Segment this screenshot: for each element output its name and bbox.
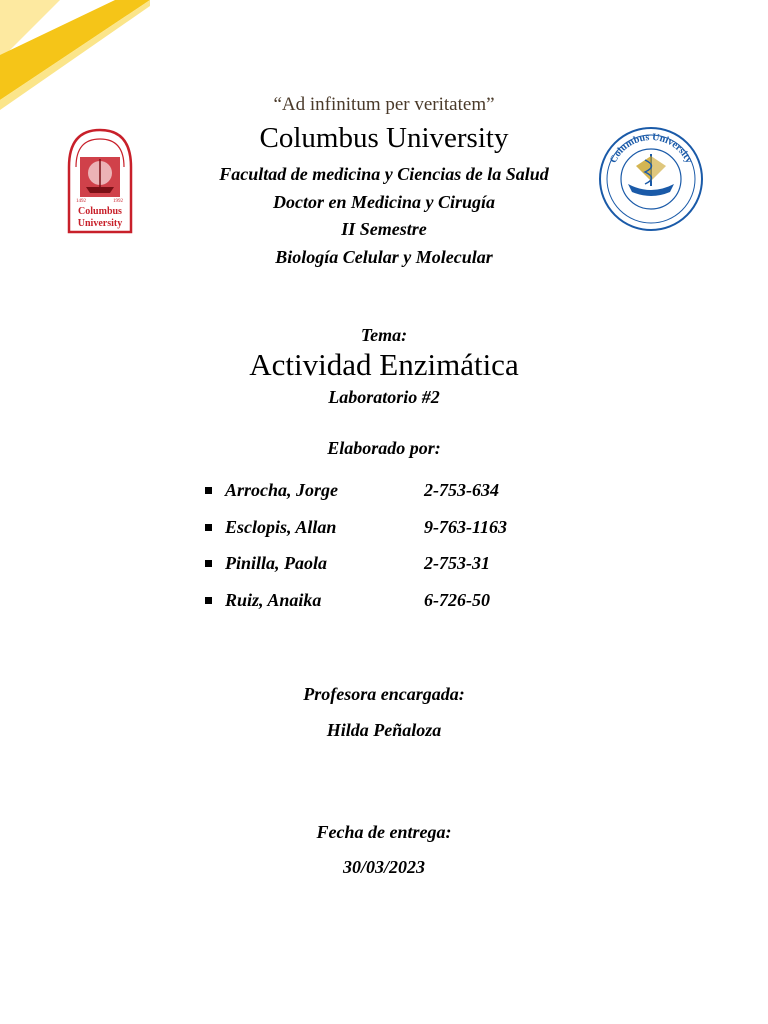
course-name: Biología Celular y Molecular	[275, 247, 493, 267]
semester: II Semestre	[341, 219, 427, 239]
seal-text: Columbus University	[607, 131, 695, 166]
author-row	[200, 590, 560, 627]
author-row	[200, 517, 560, 554]
delivery-date: 30/03/2023	[342, 857, 425, 877]
columbus-crest-icon	[66, 127, 134, 235]
topic-title: Actividad Enzimática	[249, 347, 519, 382]
columbus-seal-icon	[598, 126, 704, 232]
motto: “Ad infinitum per veritatem”	[273, 94, 495, 115]
authors-label: Elaborado por:	[327, 438, 441, 458]
professor-label: Profesora encargada:	[303, 684, 465, 704]
bullet-icon	[205, 597, 212, 604]
authors-list	[200, 480, 560, 626]
bullet-icon	[205, 560, 212, 567]
crest-year-right: 1992	[113, 199, 123, 204]
faculty-name: Facultad de medicina y Ciencias de la Salud	[219, 164, 549, 184]
author-name: Esclopis, Allan	[225, 516, 337, 537]
author-id: 2-753-634	[424, 480, 499, 500]
delivery-label: Fecha de entrega:	[316, 822, 452, 842]
crest-name-line2: University	[77, 218, 123, 229]
bullet-icon	[205, 524, 212, 531]
author-row	[200, 480, 560, 517]
bullet-icon	[205, 487, 212, 494]
author-id: 9-763-1163	[424, 516, 507, 537]
author-id: 6-726-50	[424, 589, 490, 610]
lab-number: Laboratorio #2	[328, 387, 440, 407]
crest-year-left: 1492	[76, 199, 86, 204]
professor-name: Hilda Peñaloza	[326, 720, 442, 740]
author-name: Arrocha, Jorge	[225, 480, 339, 500]
topic-label: Tema:	[360, 325, 408, 345]
author-name: Ruiz, Anaika	[225, 589, 322, 610]
author-name: Pinilla, Paola	[225, 553, 328, 573]
author-id: 2-753-31	[424, 553, 490, 573]
university-name: Columbus University	[259, 122, 509, 154]
author-row	[200, 553, 560, 590]
program-name: Doctor en Medicina y Cirugía	[272, 192, 495, 212]
crest-name-line1: Columbus	[78, 206, 122, 217]
